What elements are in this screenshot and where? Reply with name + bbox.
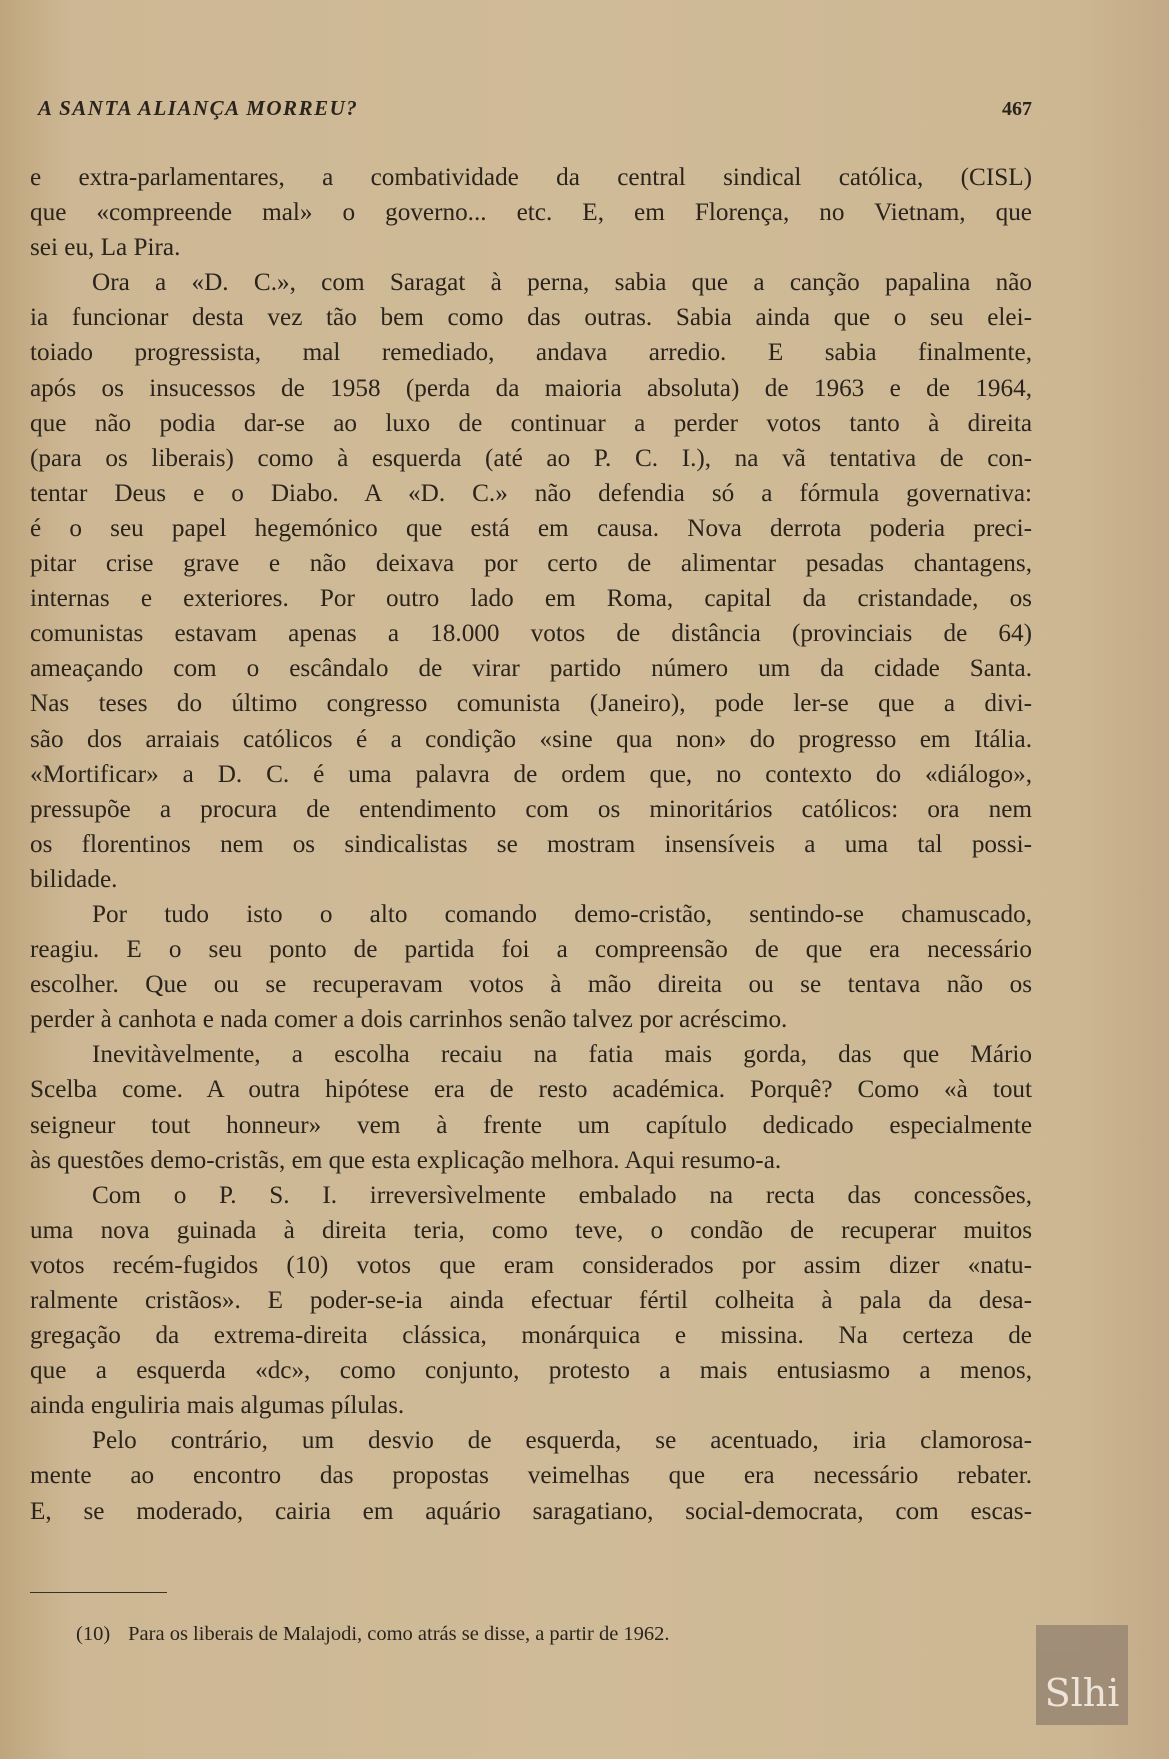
text-line: ameaçando com o escândalo de virar partido número um da cidade Santa.	[30, 655, 1032, 683]
text-line: escolher. Que ou se recuperavam votos à mão direita ou se tentava não os	[30, 971, 1032, 999]
footnote-divider	[30, 1592, 167, 1593]
text-line: gregação da extrema-direita clássica, monárquica e missina. Na certeza de	[30, 1322, 1032, 1350]
text-line: «Mortificar» a D. C. é uma palavra de ordem que, no contexto do «diálogo»,	[30, 760, 1032, 788]
body-text	[30, 160, 1032, 1529]
text-line: que a esquerda «dc», como conjunto, protesto a mais entusiasmo a menos,	[30, 1357, 1032, 1385]
footnote-mark: (10)	[76, 1623, 111, 1645]
text-line: é o seu papel hegemónico que está em causa. Nova derrota poderia preci-	[30, 514, 1032, 542]
text-line: seigneur tout honneur» vem à frente um capítulo dedicado especialmente	[30, 1111, 1032, 1139]
footnote-text: Para os liberais de Malajodi, como atrás se disse, a partir de 1962.	[128, 1623, 670, 1645]
library-watermark	[1036, 1625, 1128, 1725]
text-line: (para os liberais) como à esquerda (até ao P. C. I.), na vã tentativa de con-	[30, 444, 1032, 472]
text-line: os florentinos nem os sindicalistas se mostram insensíveis a uma tal possi-	[30, 830, 1032, 858]
text-line: tentar Deus e o Diabo. A «D. C.» não defendia só a fórmula governativa:	[30, 479, 1032, 507]
text-line: pressupõe a procura de entendimento com os minoritários católicos: ora nem	[30, 795, 1032, 823]
text-line: ralmente cristãos». E poder-se-ia ainda efectuar fértil colheita à pala da desa-	[30, 1287, 1032, 1314]
text-line: perder à canhota e nada comer a dois carrinhos senão talvez por acréscimo.	[30, 1006, 788, 1034]
text-line: ainda enguliria mais algumas pílulas.	[30, 1392, 405, 1420]
text-line: mente ao encontro das propostas veimelhas que era necessário rebater.	[30, 1462, 1032, 1490]
text-line: comunistas estavam apenas a 18.000 votos de distância (provinciais de 64)	[30, 620, 1032, 648]
text-line: ia funcionar desta vez tão bem como das outras. Sabia ainda que o seu elei-	[30, 304, 1032, 332]
text-line: pitar crise grave e não deixava por certo de alimentar pesadas chantagens,	[30, 550, 1032, 578]
running-head-title: A SANTA ALIANÇA MORREU?	[38, 96, 359, 120]
text-line: às questões demo-cristãs, em que esta explicação melhora. Aqui resumo-a.	[30, 1146, 782, 1174]
text-line: Inevitàvelmente, a escolha recaiu na fatia mais gorda, das que Mário	[92, 1041, 1032, 1069]
text-line: são dos arraiais católicos é a condição «sine qua non» do progresso em Itália.	[30, 725, 1032, 753]
text-line: Pelo contrário, um desvio de esquerda, se acentuado, iria clamorosa-	[92, 1427, 1032, 1455]
text-line: sei eu, La Pira.	[30, 234, 181, 262]
watermark-text: Slhi	[1044, 1671, 1120, 1715]
text-line: Nas teses do último congresso comunista (Janeiro), pode ler-se que a divi-	[30, 690, 1032, 718]
text-line: Ora a «D. C.», com Saragat à perna, sabia que a canção papalina não	[92, 269, 1032, 297]
running-head	[38, 96, 1032, 130]
text-line: internas e exteriores. Por outro lado em Roma, capital da cristandade, os	[30, 585, 1032, 613]
text-line: bilidade.	[30, 865, 118, 893]
text-line: votos recém-fugidos (10) votos que eram considerados por assim dizer «natu-	[30, 1251, 1032, 1279]
text-line: que «compreende mal» o governo... etc. E, em Florença, no Vietnam, que	[30, 199, 1032, 227]
text-line: Com o P. S. I. irreversìvelmente embalado na recta das concessões,	[92, 1181, 1032, 1209]
text-line: e extra-parlamentares, a combatividade da central sindical católica, (CISL)	[30, 164, 1032, 191]
text-line: E, se moderado, cairia em aquário saragatiano, social-democrata, com escas-	[30, 1497, 1032, 1525]
page-number: 467	[1002, 98, 1032, 120]
text-line: Por tudo isto o alto comando demo-cristão, sentindo-se chamuscado,	[92, 900, 1032, 928]
text-line: que não podia dar-se ao luxo de continuar a perder votos tanto à direita	[30, 409, 1032, 437]
text-line: toiado progressista, mal remediado, andava arredio. E sabia finalmente,	[30, 339, 1032, 367]
text-line: uma nova guinada à direita teria, como teve, o condão de recuperar muitos	[30, 1216, 1032, 1244]
text-line: Scelba come. A outra hipótese era de resto académica. Porquê? Como «à tout	[30, 1076, 1032, 1104]
text-line: reagiu. E o seu ponto de partida foi a compreensão de que era necessário	[30, 936, 1032, 964]
footnote	[76, 1623, 670, 1646]
text-line: após os insucessos de 1958 (perda da maioria absoluta) de 1963 e de 1964,	[30, 374, 1032, 402]
